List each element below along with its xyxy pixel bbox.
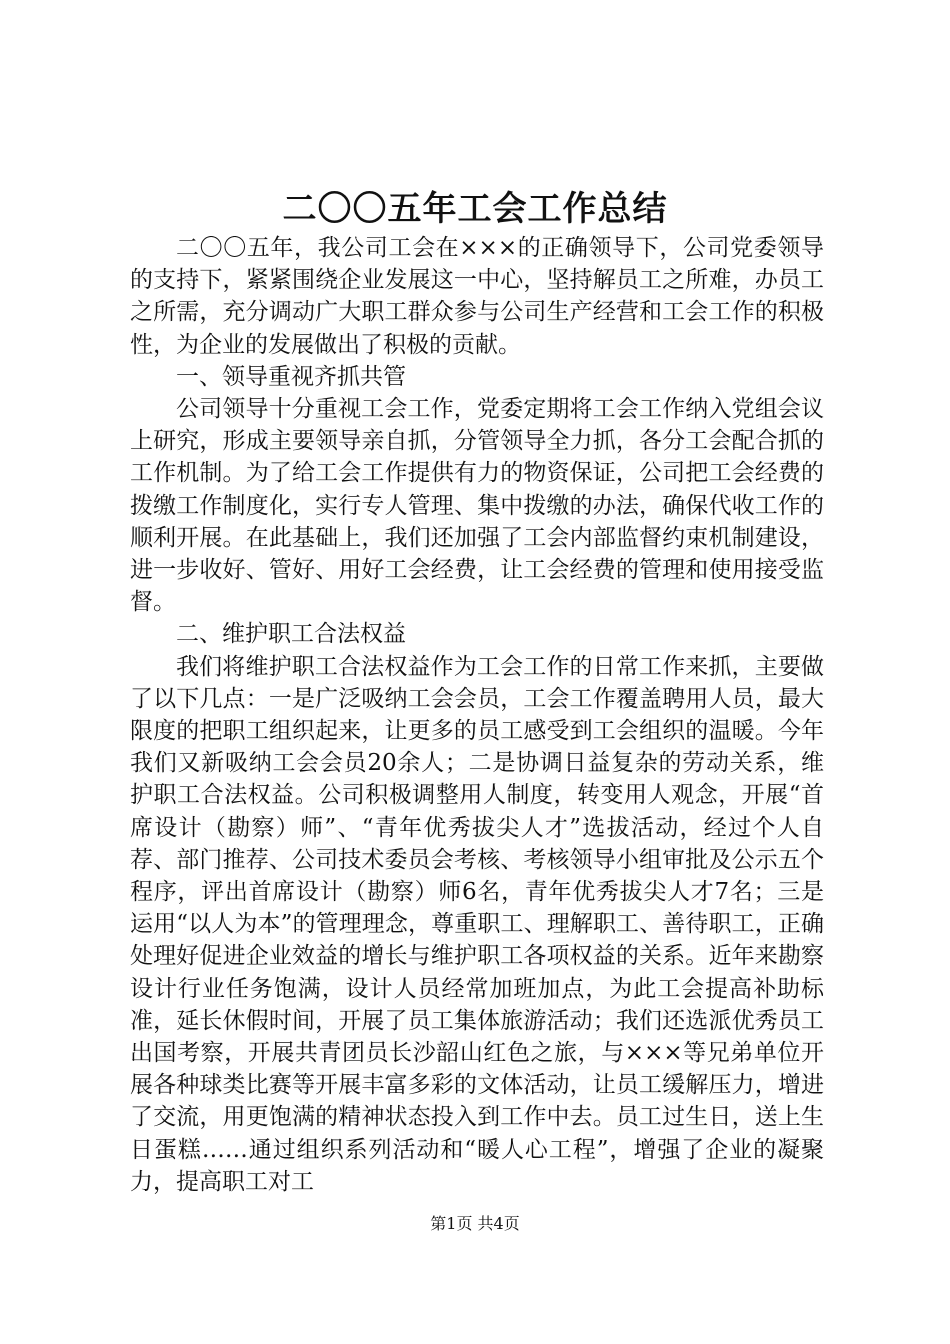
document-body — [130, 232, 824, 1198]
section-heading-1: 一、领导重视齐抓共管 — [176, 363, 406, 390]
section-paragraph-2: 我们将维护职工合法权益作为工会工作的日常工作来抓，主要做了以下几点：一是广泛吸纳工会会员，工会工作覆盖聘用人员，最大限度的把职工组织起来，让更多的员工感受到工会组织的温暖。今年我们又新吸纳工会会员20余人；二是协调日益复杂的劳动关系，维护职工合法权益。公司积极调整用人制度，转变用人观念，开展“首席设计（勘察）师”、“青年优秀拔尖人才”选拔活动，经过个人自荐、部门推荐、公司技术委员会考核、考核领导小组审批及公示五个程序，评出首席设计（勘察）师6名，青年优秀拔尖人才7名；三是运用“以人为本”的管理理念，尊重职工、理解职工、善待职工，正确处理好促进企业效益的增长与维护职工各项权益的关系。近年来勘察设计行业任务饱满，设计人员经常加班加点，为此工会提高补助标准，延长休假时间，开展了员工集体旅游活动；我们还选派优秀员工出国考察，开展共青团员长沙韶山红色之旅，与×××等兄弟单位开展各种球类比赛等开展丰富多彩的文体活动，让员工缓解压力，增进了交流，用更饱满的精神状态投入到工作中去。员工过生日，送上生日蛋糕……通过组织系列活动和“暖人心工程”，增强了企业的凝聚力，提高职工对工 — [130, 653, 824, 1195]
document-title: 二〇〇五年工会工作总结 — [282, 189, 668, 229]
section-paragraph-1: 公司领导十分重视工会工作，党委定期将工会工作纳入党组会议上研究，形成主要领导亲自抓，分管领导全力抓，各分工会配合抓的工作机制。为了给工会工作提供有力的物资保证，公司把工会经费的拨缴工作制度化，实行专人管理、集中拨缴的办法，确保代收工作的顺利开展。在此基础上，我们还加强了工会内部监督约束机制建设，进一步收好、管好、用好工会经费，让工会经费的管理和使用接受监督。 — [130, 396, 824, 616]
section-heading-2: 二、维护职工合法权益 — [176, 621, 406, 648]
intro-paragraph: 二〇〇五年，我公司工会在×××的正确领导下，公司党委领导的支持下，紧紧围绕企业发展这一中心，坚持解员工之所难，办员工之所需，充分调动广大职工群众参与公司生产经营和工会工作的积极性，为企业的发展做出了积极的贡献。 — [130, 235, 824, 358]
page-number-footer: 第1页 共4页 — [430, 1214, 520, 1233]
